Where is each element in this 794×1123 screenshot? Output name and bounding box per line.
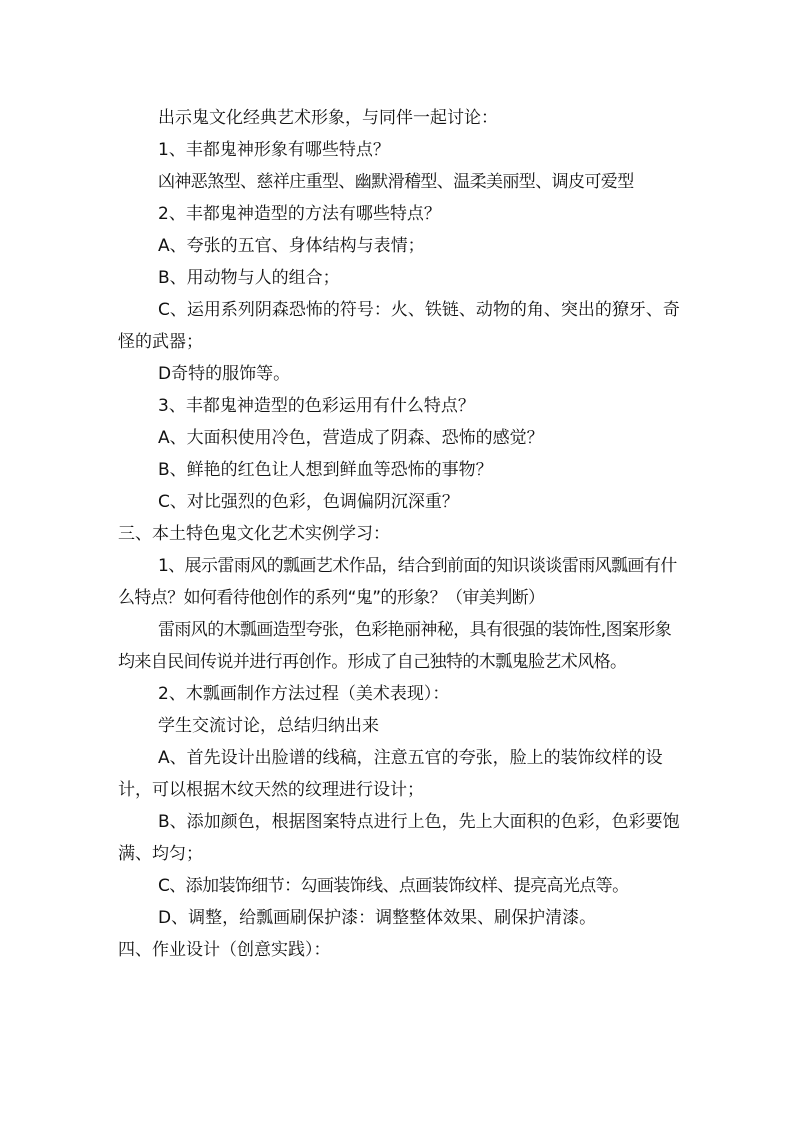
answer-3-b: B、鲜艳的红色让人想到鲜血等恐怖的事物？ <box>158 460 493 480</box>
answer-3-a: A、大面积使用冷色，营造成了阴森、恐怖的感觉？ <box>158 428 544 448</box>
question-2: 2、丰都鬼神造型的方法有哪些特点？ <box>158 204 441 224</box>
activity-2: 2、木瓢画制作方法过程（美术表现）： <box>158 684 450 704</box>
answer-2-d: D奇特的服饰等。 <box>158 364 291 384</box>
section-heading-3: 三、本土特色鬼文化艺术实例学习： <box>118 524 390 544</box>
answer-2-c: C、运用系列阴森恐怖的符号：火、铁链、动物的角、突出的獠牙、奇怪的武器； <box>118 300 680 352</box>
question-3: 3、丰都鬼神造型的色彩运用有什么特点？ <box>158 396 475 416</box>
answer-3-c: C、对比强烈的色彩，色调偏阴沉深重？ <box>158 492 459 512</box>
answer-2-a: A、夸张的五官、身体结构与表情； <box>158 236 425 256</box>
section-heading-4: 四、作业设计（创意实践）： <box>118 940 331 960</box>
process-step-a: A、首先设计出脸谱的线稿，注意五官的夸张，脸上的装饰纹样的设计，可以根据木纹天然的纹理进行设计； <box>118 748 663 800</box>
process-step-b: B、添加颜色，根据图案特点进行上色，先上大面积的色彩，色彩要饱满、均匀； <box>118 812 680 864</box>
process-step-d: D、调整，给瓢画刷保护漆：调整整体效果、刷保护清漆。 <box>158 908 597 928</box>
activity-2-intro: 学生交流讨论，总结归纳出来 <box>158 716 379 736</box>
paragraph-intro: 出示鬼文化经典艺术形象，与同伴一起讨论： <box>158 108 498 128</box>
process-step-c: C、添加装饰细节：勾画装饰线、点画装饰纹样、提亮高光点等。 <box>158 876 629 896</box>
answer-2-b: B、用动物与人的组合； <box>158 268 340 288</box>
question-1: 1、丰都鬼神形象有哪些特点？ <box>158 140 390 160</box>
activity-1-answer: 雷雨风的木瓢画造型夸张，色彩艳丽神秘，具有很强的装饰性,图案形象均来自民间传说并进行再创作。形成了自己独特的木瓢鬼脸艺术风格。 <box>118 620 672 672</box>
document-body <box>118 102 680 966</box>
activity-1: 1、展示雷雨风的瓢画艺术作品，结合到前面的知识谈谈雷雨风瓢画有什么特点？如何看待他创作的系列“鬼”的形象？（审美判断） <box>118 556 677 608</box>
answer-1: 凶神恶煞型、慈祥庄重型、幽默滑稽型、温柔美丽型、调皮可爱型 <box>158 172 634 192</box>
